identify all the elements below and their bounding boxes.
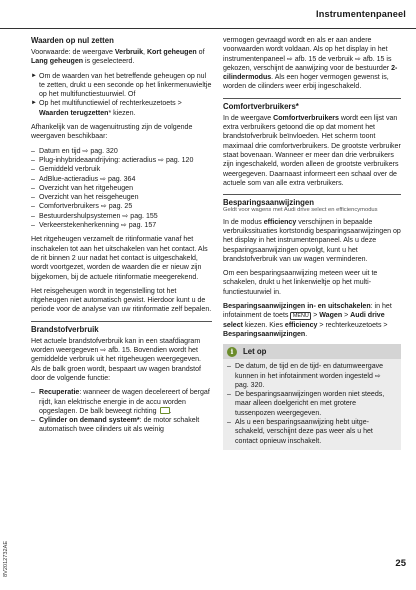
reset-steps (31, 72, 212, 118)
available-displays-intro: Afhankelijk van de wagenuitrusting zijn de volgende weergaven beschikbaar: (31, 124, 193, 141)
step-item: ► Om de waarden van het betreffende geheugen op nul te zetten, drukt u een seconde op het linkermenuwieltje op het multifunctiestuurwiel. Of (31, 72, 212, 99)
page-number: 25 (395, 557, 406, 569)
note-header (223, 344, 401, 359)
list-item: – Bestuurdershulpsystemen ⇨ pag. 155 (31, 212, 158, 220)
trip-memory-text: Het ritgeheugen verzamelt de ritinformatie vanaf het inschakelen tot aan het uitschakelen van het contact. Als de rit binnen 2 uur nadat het contact is uitgeschakeld, wordt voortgezet, worden de waarden die er nieuw zijn bijgekomen, bij de actuele ritinformatie meegerekend. (31, 236, 208, 281)
saving-disable-text: Om een besparingsaanwijzing meteen weer uit te schakelen, drukt u het linkerwieltje op het multifunctiestuurwiel in. (223, 270, 378, 296)
note-box (223, 344, 401, 450)
list-item: – AdBlue-actieradius ⇨ pag. 364 (31, 175, 136, 183)
step-item: ► Op het multifunctiewiel of rechterkeuzetoets > Waarden terugzetten* kiezen. (31, 100, 182, 117)
info-icon: i (227, 347, 237, 357)
right-column (223, 36, 401, 450)
reset-precondition: Voorwaarde: de weergave Verbruik, Kort geheugen of Lang geheugen is geselecteerd. (31, 49, 205, 66)
list-item: – Datum en tijd ⇨ pag. 320 (31, 147, 118, 155)
saving-text: In de modus efficiency verschijnen in bepaalde verbruikssituaties kortstondig besparingsaanwijzingen op het display in het instrumentenpaneel. Als u deze besparingsaanwijzingen opvolgt, kunt u het brandstofverbruik van uw wagen verminderen. (223, 218, 401, 263)
note-item: – Als u een besparingsaanwijzing hebt uitgeschakeld, verschijnt deze pas weer als u het contact opnieuw inschakelt. (227, 419, 373, 445)
fuel-functions-list (31, 388, 212, 434)
list-item: – Comfortverbruikers ⇨ pag. 25 (31, 203, 133, 211)
fuel-text: Het actuele brandstofverbruik kan in een staafdiagram worden weergegeven ⇨ afb. 15. Bovendien wordt het gemiddelde verbruik uit het ritgeheugen weergegeven. Als de balk groen wordt, bespaart uw wagen brandstof door de volgende functie: (31, 337, 202, 382)
section-title-reset: Waarden op nul zetten (31, 36, 114, 45)
page-header (0, 0, 416, 29)
section-title-comfort: Comfortverbruikers* (223, 98, 401, 112)
section-subtitle: Geldt voor wagens met Audi drive select en efficiencymodus (223, 207, 378, 214)
battery-icon (160, 407, 170, 414)
list-item: – Recuperatie: wanneer de wagen decelereert of bergaf rijdt, kan elektrische energie in de accu worden opgeslagen. De balk beweegt richting . (31, 389, 210, 415)
section-title-saving: Besparingsaanwijzingen (223, 194, 401, 208)
comfort-text: In de weergave Comfortverbruikers wordt een lijst van extra verbruikers getoond die op dat moment het brandstofverbruik beïnvloeden. Het scherm toont maximaal drie comfortverbruikers. De grootste verbruiker staat bovenaan. Wanneer er meer dan drie verbruikers zijn ingeschakeld, worden alleen de grootste verbruikers weergegeven. Daarnaast informeert een schaal over de actuele som van alle extra verbruikers. (223, 114, 401, 187)
available-displays-list (31, 147, 212, 231)
list-item: – Overzicht van het ritgeheugen (31, 184, 134, 192)
note-list (227, 362, 395, 446)
document-code: 8V2012732AE (3, 540, 9, 577)
chapter-title: Instrumentenpaneel (316, 9, 406, 19)
note-item: – De datum, de tijd en de tijd- en datumweergave kunnen in het infotainment worden ingesteld ⇨ pag. 320. (227, 363, 384, 389)
section-title-fuel: Brandstofverbruik (31, 321, 212, 335)
list-item: – Cylinder on demand systeem*: de motor schakelt automatisch twee cilinders uit als weinig (31, 417, 200, 434)
left-column (31, 36, 212, 440)
list-item: – Gemiddeld verbruik (31, 166, 101, 174)
note-title: Let op (243, 347, 267, 357)
list-item: – Plug-inhybrideaandrijving: actieradius ⇨ pag. 120 (31, 156, 194, 164)
note-item: – De besparingsaanwijzingen worden niet steeds, maar alleen doelgericht en met grotere tussenpozen weergegeven. (227, 391, 385, 417)
saving-toggle-text: Besparingsaanwijzingen in- en uitschakelen: in het infotainment de toets MENU > Wagen > Audi drive select kiezen. Kies efficiency > rechterkeuzetoets > Besparingsaanwijzingen. (223, 303, 392, 338)
menu-key: MENU (290, 312, 311, 321)
list-item: – Verkeerstekenherkenning ⇨ pag. 157 (31, 222, 157, 230)
list-item: – Overzicht van het reisgeheugen (31, 194, 139, 202)
long-memory-text: Het reisgeheugen wordt in tegenstelling tot het ritgeheugen niet automatisch gewist. Hierdoor kunt u de periode voor de analyse van uw ritinformatie zelf bepalen. (31, 287, 212, 314)
cylinder-text: vermogen gevraagd wordt en als er aan andere voorwaarden wordt voldaan. Als op het display in het instrumentenpaneel ⇨ afb. 15 de verbruik ⇨ afb. 15 is gekozen, verschijnt de aanwijzing voor de bestuurder 2-cilindermodus. Als een hoger vermogen gewenst is, worden de cilinders weer erbij ingeschakeld. (223, 37, 398, 91)
